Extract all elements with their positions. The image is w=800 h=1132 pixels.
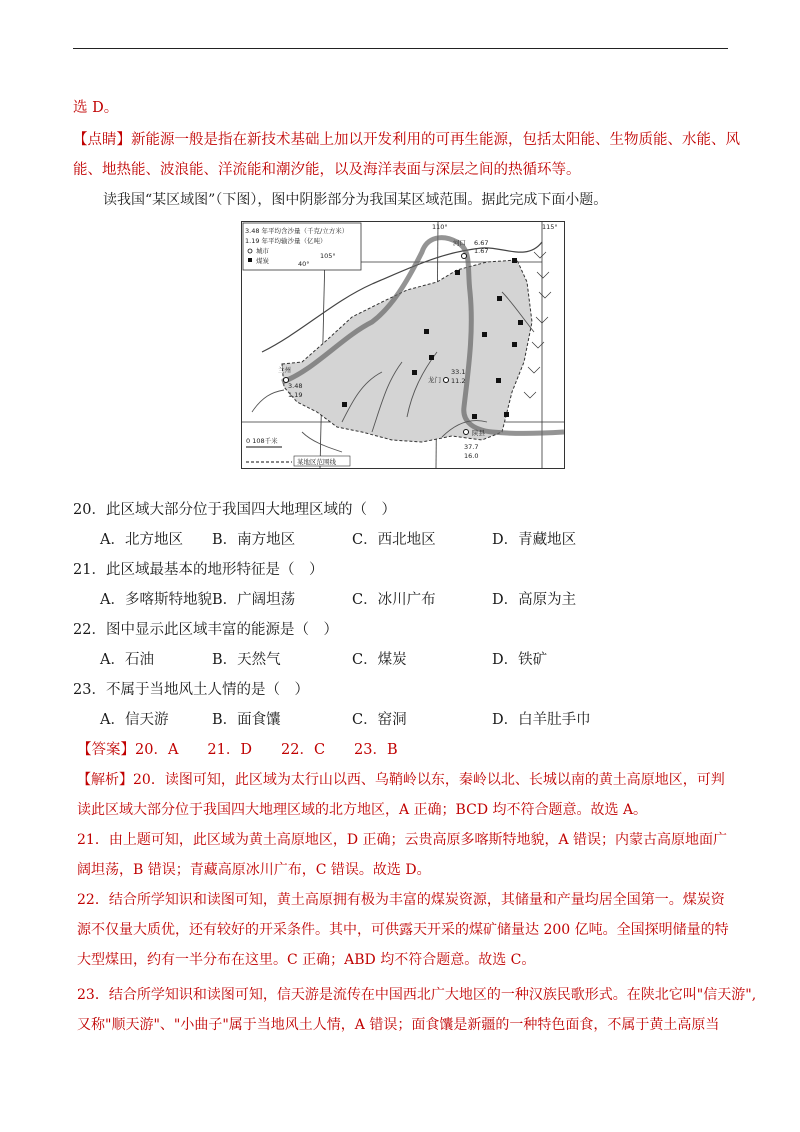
analysis-line-2: 读此区域大部分位于我国四大地理区域的北方地区，A 正确；BCD 均不符合题意。故选 A。 xyxy=(77,802,648,818)
analysis-line-1 xyxy=(77,770,725,790)
analysis-line-4: 阔坦荡，B 错误；青藏高原冰川广布，C 错误。故选 D。 xyxy=(77,862,431,878)
analysis-line-7: 大型煤田，约有一半分布在这里。C 正确；ABD 均不符合题意。故选 C。 xyxy=(77,952,536,968)
q22-option-a: A．石油 xyxy=(100,652,154,668)
city-hekou-label: 河口 xyxy=(453,239,466,247)
legend-sediment-load: 1.19 年平均输沙量（亿吨） xyxy=(245,237,327,245)
reading-prompt: 读我国“某区域图”（下图），图中阴影部分为我国某区域范围。据此完成下面小题。 xyxy=(103,192,608,208)
analysis-label: 【解析】 xyxy=(77,772,133,788)
city-shanxian-label: 陕县 xyxy=(472,429,485,437)
q20-option-c: C．西北地区 xyxy=(352,532,436,548)
q20-option-a: A．北方地区 xyxy=(100,532,183,548)
shanxian-value-2: 16.0 xyxy=(464,452,479,460)
question-21-stem: 21．此区域最基本的地形特征是（ ） xyxy=(73,562,324,578)
q21-option-c: C．冰川广布 xyxy=(352,592,436,608)
tip-text: 新能源一般是指在新技术基础上加以开发利用的可再生能源，包括太阳能、生物质能、水能、风 xyxy=(131,132,740,148)
analysis-line-8: 23．结合所学知识和读图可知，信天游是流传在中国西北广大地区的一种汉族民歌形式。在陕北它叫"信天游", xyxy=(77,987,757,1003)
intro-answer-tail: 选 D。 xyxy=(73,100,119,116)
scale-bar-label: 0 108千米 xyxy=(246,437,278,445)
question-20-stem: 20．此区域大部分位于我国四大地理区域的（ ） xyxy=(73,502,396,518)
question-23-stem: 23．不属于当地风土人情的是（ ） xyxy=(73,682,309,698)
tip-label: 【点睛】 xyxy=(73,132,131,148)
legend-city: 城市 xyxy=(256,247,269,255)
legend-sediment-concentration: 3.48 年平均含沙量（千克/立方米） xyxy=(245,227,349,235)
q22-option-b: B．天然气 xyxy=(212,652,281,668)
q21-option-a: A．多喀斯特地貌 xyxy=(100,592,212,608)
tip-paragraph-line2: 能、地热能、波浪能、洋流能和潮汐能，以及海洋表面与深层之间的热循环等。 xyxy=(73,162,581,178)
lanzhou-value-2: 1.19 xyxy=(288,391,303,399)
analysis-text-1: 20．读图可知，此区域为太行山以西、乌鞘岭以东，秦岭以北、长城以南的黄土高原地区，可判 xyxy=(133,772,725,788)
q21-option-d: D．高原为主 xyxy=(492,592,577,608)
answer-line xyxy=(77,740,398,760)
analysis-line-9: 又称"顺天游"、"小曲子"属于当地风土人情，A 错误；面食馕是新疆的一种特色面食，不属于黄土高原当 xyxy=(77,1017,720,1033)
shanxian-value-1: 37.7 xyxy=(464,443,479,451)
legend-coal: 煤炭 xyxy=(256,257,269,265)
header-rule xyxy=(73,48,728,49)
boundary-legend: 某地区范围线 xyxy=(297,458,336,466)
analysis-line-6: 源不仅量大质优，还有较好的开采条件。其中，可供露天开采的煤矿储量达 200 亿吨。全国探明储量的特 xyxy=(77,922,729,938)
q23-option-c: C．窑洞 xyxy=(352,712,407,728)
question-22-stem: 22．图中显示此区域丰富的能源是（ ） xyxy=(73,622,338,638)
q23-option-a: A．信天游 xyxy=(100,712,169,728)
city-longmen-label: 龙门 xyxy=(428,376,441,384)
analysis-line-3: 21．由上题可知，此区域为黄土高原地区，D 正确；云贵高原多喀斯特地貌，A 错误；内蒙古高原地面广 xyxy=(77,832,728,848)
q23-option-d: D．白羊肚手巾 xyxy=(492,712,591,728)
shaded-region xyxy=(282,260,532,442)
hekou-value-2: 1.67 xyxy=(474,247,489,255)
lanzhou-value-1: 3.48 xyxy=(288,382,303,390)
q23-option-b: B．面食馕 xyxy=(212,712,281,728)
q22-option-d: D．铁矿 xyxy=(492,652,548,668)
tip-paragraph-line1 xyxy=(73,130,740,150)
longmen-value-1: 33.1 xyxy=(451,368,466,376)
city-lanzhou-label: 兰州 xyxy=(278,366,291,374)
hekou-value-1: 6.67 xyxy=(474,239,489,247)
answer-label: 【答案】 xyxy=(77,742,135,758)
region-map xyxy=(241,221,565,469)
q20-option-d: D．青藏地区 xyxy=(492,532,577,548)
answer-text: 20．A 21．D 22．C 23．B xyxy=(135,742,398,758)
q21-option-b: B．广阔坦荡 xyxy=(212,592,296,608)
q20-option-b: B．南方地区 xyxy=(212,532,296,548)
longmen-value-2: 11.2 xyxy=(451,377,466,385)
lon-110-label: 110° xyxy=(432,223,448,231)
analysis-line-5: 22．结合所学知识和读图可知，黄土高原拥有极为丰富的煤炭资源，其储量和产量均居全国第一。煤炭资 xyxy=(77,892,725,908)
lat-40-label: 40° xyxy=(298,260,310,268)
map-drawing xyxy=(242,222,564,468)
lon-105-label: 105° xyxy=(320,252,336,260)
lon-115-label: 115° xyxy=(542,223,558,231)
q22-option-c: C．煤炭 xyxy=(352,652,407,668)
